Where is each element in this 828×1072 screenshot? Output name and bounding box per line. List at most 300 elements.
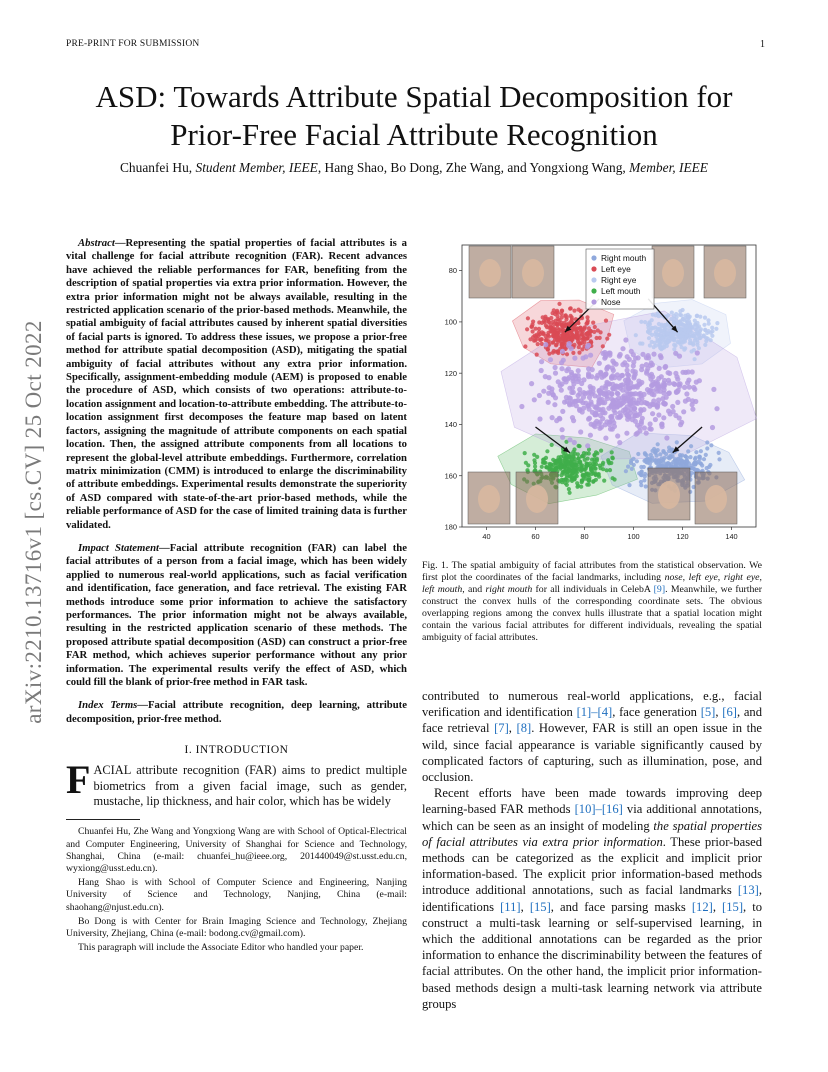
face-shape-3: [714, 259, 736, 287]
p2-text-h: , to construct a multi-task learning or self-supervised learning, in which the additional annotations can be regarded as the prior information to enhance the discriminability between the features of facial attributes. On the other hand, the implicit prior information-based methods design a multi-task learning network via attribute groups: [422, 899, 763, 1011]
data-point: [658, 327, 662, 331]
data-point: [566, 343, 571, 348]
p1-text-d: , and face retrieval: [422, 705, 762, 736]
data-point: [529, 325, 533, 329]
data-point: [541, 315, 545, 319]
data-point: [576, 368, 581, 373]
data-point: [710, 334, 714, 338]
data-point: [619, 373, 624, 378]
data-point: [639, 367, 644, 372]
data-point: [621, 408, 626, 413]
data-point: [660, 424, 665, 429]
citation-11[interactable]: [11]: [500, 899, 521, 914]
data-point: [526, 316, 530, 320]
data-point: [650, 449, 654, 453]
data-point: [692, 387, 697, 392]
caption-text-3: . Meanwhile, we further construct the convex hulls of the corresponding coordinate sets. The obvious overlapping regions among the convex hulls illustrate that a spatial location might contain the various facial attributes for different individuals, revealing the spatial ambiguity of facial attributes.: [422, 584, 762, 643]
data-point: [678, 319, 682, 323]
data-point: [592, 453, 596, 457]
data-point: [523, 451, 527, 455]
data-point: [657, 366, 662, 371]
abstract-label: Abstract: [78, 237, 115, 249]
data-point: [711, 387, 716, 392]
data-point: [577, 337, 581, 341]
section-heading-introduction: I. INTRODUCTION: [184, 744, 289, 757]
data-point: [545, 465, 549, 469]
data-point: [709, 443, 713, 447]
data-point: [714, 327, 718, 331]
data-point: [555, 343, 559, 347]
data-point: [703, 343, 707, 347]
data-point: [684, 391, 689, 396]
data-point: [681, 409, 686, 414]
data-point: [681, 463, 685, 467]
data-point: [570, 402, 575, 407]
data-point: [595, 458, 599, 462]
data-point: [653, 417, 658, 422]
body-paragraph-2: [422, 785, 762, 1012]
data-point: [674, 390, 679, 395]
data-point: [686, 369, 691, 374]
data-point: [639, 320, 643, 324]
left-column: [66, 237, 407, 956]
data-point: [632, 406, 637, 411]
data-point: [537, 416, 542, 421]
data-point: [656, 442, 660, 446]
author-first: Chuanfei Hu,: [120, 160, 193, 175]
p2-text-f: , and face parsing masks: [550, 899, 692, 914]
face-shape-1: [522, 259, 544, 287]
data-point: [616, 401, 621, 406]
p1-text-f: . However, FAR is still an open issue in the wild, since facial appearance is variable significantly caused by complicated factors of capturing, such as illumination, pose, and occlusion.: [422, 721, 762, 785]
p1-text-e: ,: [508, 721, 517, 736]
data-point: [603, 436, 608, 441]
data-point: [546, 400, 551, 405]
data-point: [606, 364, 611, 369]
arxiv-stamp: [14, 287, 54, 757]
data-point: [633, 413, 638, 418]
data-point: [699, 327, 703, 331]
data-point: [625, 354, 630, 359]
data-point: [567, 334, 571, 338]
data-point: [706, 329, 710, 333]
data-point: [555, 333, 559, 337]
caption-sep-4: , and: [462, 584, 486, 595]
data-point: [535, 353, 539, 357]
data-point: [667, 456, 671, 460]
data-point: [584, 461, 588, 465]
citation-13[interactable]: [13]: [737, 883, 759, 898]
data-point: [565, 454, 569, 458]
data-point: [587, 407, 592, 412]
data-point: [679, 313, 683, 317]
data-point: [594, 478, 598, 482]
data-point: [568, 491, 572, 495]
data-point: [662, 402, 667, 407]
data-point: [560, 409, 565, 414]
x-tick-label: 40: [482, 532, 491, 541]
data-point: [550, 443, 554, 447]
data-point: [636, 452, 640, 456]
y-tick-label: 140: [444, 420, 457, 430]
data-point: [715, 321, 719, 325]
data-point: [559, 466, 563, 470]
data-point: [572, 309, 576, 313]
data-point: [717, 457, 721, 461]
p2-text-g: ,: [712, 899, 723, 914]
data-point: [519, 404, 524, 409]
y-tick-label: 100: [444, 317, 457, 327]
data-point: [585, 315, 589, 319]
legend-label-1: Left eye: [601, 264, 631, 274]
data-point: [524, 461, 528, 465]
data-point: [629, 459, 633, 463]
data-point: [597, 426, 602, 431]
data-point: [667, 390, 672, 395]
data-point: [601, 344, 605, 348]
data-point: [547, 352, 551, 356]
data-point: [685, 325, 689, 329]
data-point: [566, 462, 570, 466]
data-point: [675, 440, 679, 444]
data-point: [592, 412, 597, 417]
running-head: PRE-PRINT FOR SUBMISSION: [66, 39, 200, 49]
data-point: [610, 456, 614, 460]
data-point: [557, 338, 561, 342]
page-number: 1: [760, 39, 765, 50]
data-point: [572, 440, 577, 445]
data-point: [560, 309, 564, 313]
data-point: [560, 435, 565, 440]
p1-text-b: , face generation: [612, 705, 701, 720]
data-point: [710, 425, 715, 430]
legend-label-0: Right mouth: [601, 253, 647, 263]
data-point: [714, 406, 719, 411]
data-point: [599, 385, 604, 390]
data-point: [536, 342, 540, 346]
data-point: [658, 346, 662, 350]
data-point: [675, 377, 680, 382]
data-point: [586, 473, 590, 477]
data-point: [540, 337, 544, 341]
data-point: [667, 446, 671, 450]
caption-left-mouth: left mouth: [422, 584, 463, 595]
data-point: [660, 336, 664, 340]
data-point: [561, 328, 565, 332]
data-point: [648, 376, 653, 381]
data-point: [675, 319, 679, 323]
data-point: [551, 341, 555, 345]
citation-8[interactable]: [8]: [516, 721, 532, 736]
data-point: [610, 382, 615, 387]
data-point: [695, 343, 699, 347]
data-point: [717, 451, 721, 455]
data-point: [550, 415, 555, 420]
data-point: [678, 309, 682, 313]
data-point: [546, 375, 551, 380]
data-point: [600, 407, 605, 412]
data-point: [562, 376, 567, 381]
data-point: [693, 322, 697, 326]
legend-label-2: Right eye: [601, 275, 637, 285]
data-point: [625, 412, 630, 417]
data-point: [671, 409, 676, 414]
data-point: [631, 360, 636, 365]
data-point: [629, 349, 634, 354]
footnote-affiliation-3: Bo Dong is with Center for Brain Imaging Science and Technology, Zhejiang University, Zhejiang, China (e-mail: bodong.cv@gmail.com).: [66, 915, 407, 940]
x-tick-label: 80: [580, 532, 589, 541]
data-point: [622, 360, 627, 365]
data-point: [554, 467, 558, 471]
data-point: [602, 400, 607, 405]
p2-text-b: via additional annotations, which can be seen as an insight of modeling: [422, 802, 762, 833]
citation-15b[interactable]: [15]: [722, 899, 744, 914]
citation-10-16[interactable]: [10]–[16]: [574, 802, 623, 817]
data-point: [643, 474, 647, 478]
data-point: [602, 356, 607, 361]
arxiv-stamp-text: arXiv:2210.13716v1 [cs.CV] 25 Oct 2022: [21, 320, 46, 724]
data-point: [682, 385, 687, 390]
data-point: [589, 329, 593, 333]
legend-marker-1: [591, 266, 596, 271]
citation-6[interactable]: [6]: [722, 705, 737, 720]
data-point: [667, 339, 671, 343]
data-point: [606, 458, 610, 462]
data-point: [596, 401, 601, 406]
data-point: [588, 353, 593, 358]
data-point: [587, 451, 591, 455]
caption-citation[interactable]: [9]: [653, 584, 666, 595]
x-tick-label: 140: [725, 532, 738, 541]
data-point: [655, 382, 660, 387]
data-point: [643, 451, 647, 455]
data-point: [540, 321, 544, 325]
data-point: [547, 334, 551, 338]
data-point: [559, 455, 563, 459]
data-point: [681, 332, 685, 336]
data-point: [704, 453, 708, 457]
data-point: [553, 371, 558, 376]
data-point: [531, 320, 535, 324]
citation-12[interactable]: [12]: [691, 899, 713, 914]
data-point: [578, 342, 582, 346]
data-point: [586, 457, 590, 461]
data-point: [581, 356, 586, 361]
data-point: [649, 427, 654, 432]
data-point: [549, 316, 553, 320]
data-point: [697, 378, 702, 383]
data-point: [689, 444, 693, 448]
p2-text-c: . These prior-based methods can be categorized as the explicit and implicit prior information-based. The explicit prior information-based methods introduce additional annotations, such as facial landmarks: [422, 834, 762, 898]
figure-1: [422, 237, 762, 543]
data-point: [586, 373, 591, 378]
caption-text-1: The spatial ambiguity of facial attributes from the statistical observation. We first plot the coordinates of the facial landmarks, including: [422, 560, 762, 583]
p1-text-c: ,: [715, 705, 723, 720]
author-last-role: Member, IEEE: [629, 160, 708, 175]
data-point: [605, 337, 609, 341]
data-point: [620, 346, 625, 351]
legend-marker-2: [591, 277, 596, 282]
data-point: [650, 392, 655, 397]
data-point: [655, 404, 660, 409]
data-point: [609, 461, 613, 465]
data-point: [682, 338, 686, 342]
data-point: [581, 377, 586, 382]
data-point: [663, 327, 667, 331]
data-point: [663, 364, 668, 369]
author-first-role: Student Member, IEEE: [195, 160, 318, 175]
data-point: [586, 417, 591, 422]
data-point: [545, 449, 549, 453]
data-point: [626, 465, 630, 469]
data-point: [677, 354, 682, 359]
data-point: [600, 416, 605, 421]
p2-text-d: , identifications: [422, 883, 762, 914]
data-point: [630, 369, 635, 374]
data-point: [560, 478, 564, 482]
data-point: [531, 329, 535, 333]
data-point: [569, 314, 573, 318]
data-point: [607, 351, 612, 356]
data-point: [620, 382, 625, 387]
data-point: [577, 308, 581, 312]
data-point: [539, 359, 544, 364]
data-point: [611, 476, 615, 480]
data-point: [642, 478, 646, 482]
data-point: [693, 357, 697, 361]
data-point: [655, 454, 659, 458]
data-point: [532, 458, 536, 462]
y-tick-label: 180: [444, 522, 457, 532]
data-point: [684, 454, 688, 458]
data-point: [548, 357, 553, 362]
data-point: [639, 483, 643, 487]
data-point: [651, 313, 655, 317]
data-point: [672, 347, 676, 351]
data-point: [674, 312, 678, 316]
data-point: [605, 468, 609, 472]
data-point: [593, 325, 597, 329]
data-point: [640, 342, 644, 346]
data-point: [559, 366, 564, 371]
data-point: [651, 352, 656, 357]
data-point: [589, 402, 594, 407]
data-point: [648, 421, 653, 426]
body-paragraph-1: [422, 688, 762, 785]
data-point: [662, 450, 666, 454]
data-point: [651, 326, 655, 330]
data-point: [571, 469, 575, 473]
data-point: [589, 466, 593, 470]
legend-label-3: Left mouth: [601, 286, 641, 296]
data-point: [705, 446, 709, 450]
data-point: [535, 337, 539, 341]
data-point: [664, 435, 669, 440]
citation-1-4[interactable]: [1]–[4]: [576, 705, 613, 720]
data-point: [698, 315, 702, 319]
data-point: [676, 462, 680, 466]
data-point: [691, 343, 695, 347]
data-point: [649, 360, 654, 365]
p2-text-e: ,: [520, 899, 530, 914]
data-point: [609, 404, 614, 409]
data-point: [618, 352, 623, 357]
citation-7[interactable]: [7]: [494, 721, 509, 736]
face-shape-7: [705, 485, 727, 513]
data-point: [529, 381, 534, 386]
data-point: [575, 481, 579, 485]
index-terms: [66, 699, 407, 726]
data-point: [559, 381, 564, 386]
data-point: [583, 325, 587, 329]
citation-5[interactable]: [5]: [700, 705, 716, 720]
impact-label: Impact Statement: [78, 541, 159, 554]
data-point: [693, 461, 697, 465]
data-point: [560, 427, 565, 432]
data-point: [640, 416, 645, 421]
data-point: [539, 368, 544, 373]
data-point: [615, 415, 620, 420]
data-point: [670, 311, 674, 315]
dropcap-letter: F: [66, 757, 91, 803]
data-point: [588, 386, 593, 391]
author-middle: , Hang Shao, Bo Dong, Zhe Wang, and Yongxiong Wang,: [317, 160, 626, 175]
data-point: [589, 339, 593, 343]
data-point: [609, 391, 614, 396]
landmark-scatter-plot: [422, 237, 762, 543]
data-point: [525, 327, 529, 331]
data-point: [602, 479, 606, 483]
right-column-body: [422, 688, 762, 1012]
data-point: [586, 343, 591, 348]
caption-sep-2: ,: [717, 572, 724, 583]
data-point: [667, 381, 672, 386]
data-point: [698, 336, 702, 340]
data-point: [620, 395, 625, 400]
data-point: [633, 419, 638, 424]
x-tick-label: 100: [627, 532, 640, 541]
data-point: [706, 318, 710, 322]
abstract-text: —Representing the spatial properties of facial attributes is a vital challenge for facial attribute recognition (FAR). Recent advances have achieved the reliable performances for FAR, benefiting from the description of spatial properties via extra prior information. However, the extra prior information might not be always available, resulting in the restricted application scenario of the prior-based methods. Meanwhile, the spatial ambiguity of facial attributes caused by inherent spatial diversities of facial parts is ignored. To address these issues, we propose a prior-free method for attribute spatial decomposition (ASD), mitigating the spatial ambiguity of facial attributes without any extra prior information. Specifically, assignment-embedding module (AEM) is proposed to enable the procedure of ASD, which consists of two operations: attribute-to-location assignment and location-to-attribute embedding. The attribute-to-location assignment first decomposes the feature map based on latent factors, assigning the magnitude of attribute components on each spatial location. Then, the assigned attribute components from all locations to represent the global-level attribute embeddings. Furthermore, correlation matrix minimization (CMM) is introduced to enlarge the discriminability of attribute embeddings. Experimental results demonstrate the superiority of ASD compared with state-of-the-art prior-based methods, while the reliable performance of ASD for the case of limited training data is further validated.: [66, 237, 407, 531]
x-tick-label: 120: [676, 532, 689, 541]
face-shape-2: [662, 259, 684, 287]
data-point: [556, 351, 560, 355]
data-point: [581, 395, 586, 400]
caption-sep-1: ,: [682, 572, 689, 583]
data-point: [552, 349, 556, 353]
data-point: [580, 463, 584, 467]
data-point: [528, 337, 532, 341]
index-terms-text: —Facial attribute recognition, deep learning, attribute decomposition, prior-free method.: [66, 699, 407, 725]
citation-15[interactable]: [15]: [529, 899, 551, 914]
data-point: [599, 449, 603, 453]
data-point: [615, 391, 620, 396]
data-point: [561, 470, 565, 474]
data-point: [657, 342, 661, 346]
data-point: [675, 400, 680, 405]
footnote-editor: This paragraph will include the Associate Editor who handled your paper.: [78, 942, 364, 954]
data-point: [662, 456, 666, 460]
data-point: [697, 455, 701, 459]
data-point: [575, 463, 579, 467]
data-point: [647, 404, 652, 409]
data-point: [654, 458, 658, 462]
data-point: [695, 350, 700, 355]
data-point: [553, 365, 558, 370]
data-point: [607, 333, 611, 337]
data-point: [690, 466, 694, 470]
data-point: [683, 346, 687, 350]
